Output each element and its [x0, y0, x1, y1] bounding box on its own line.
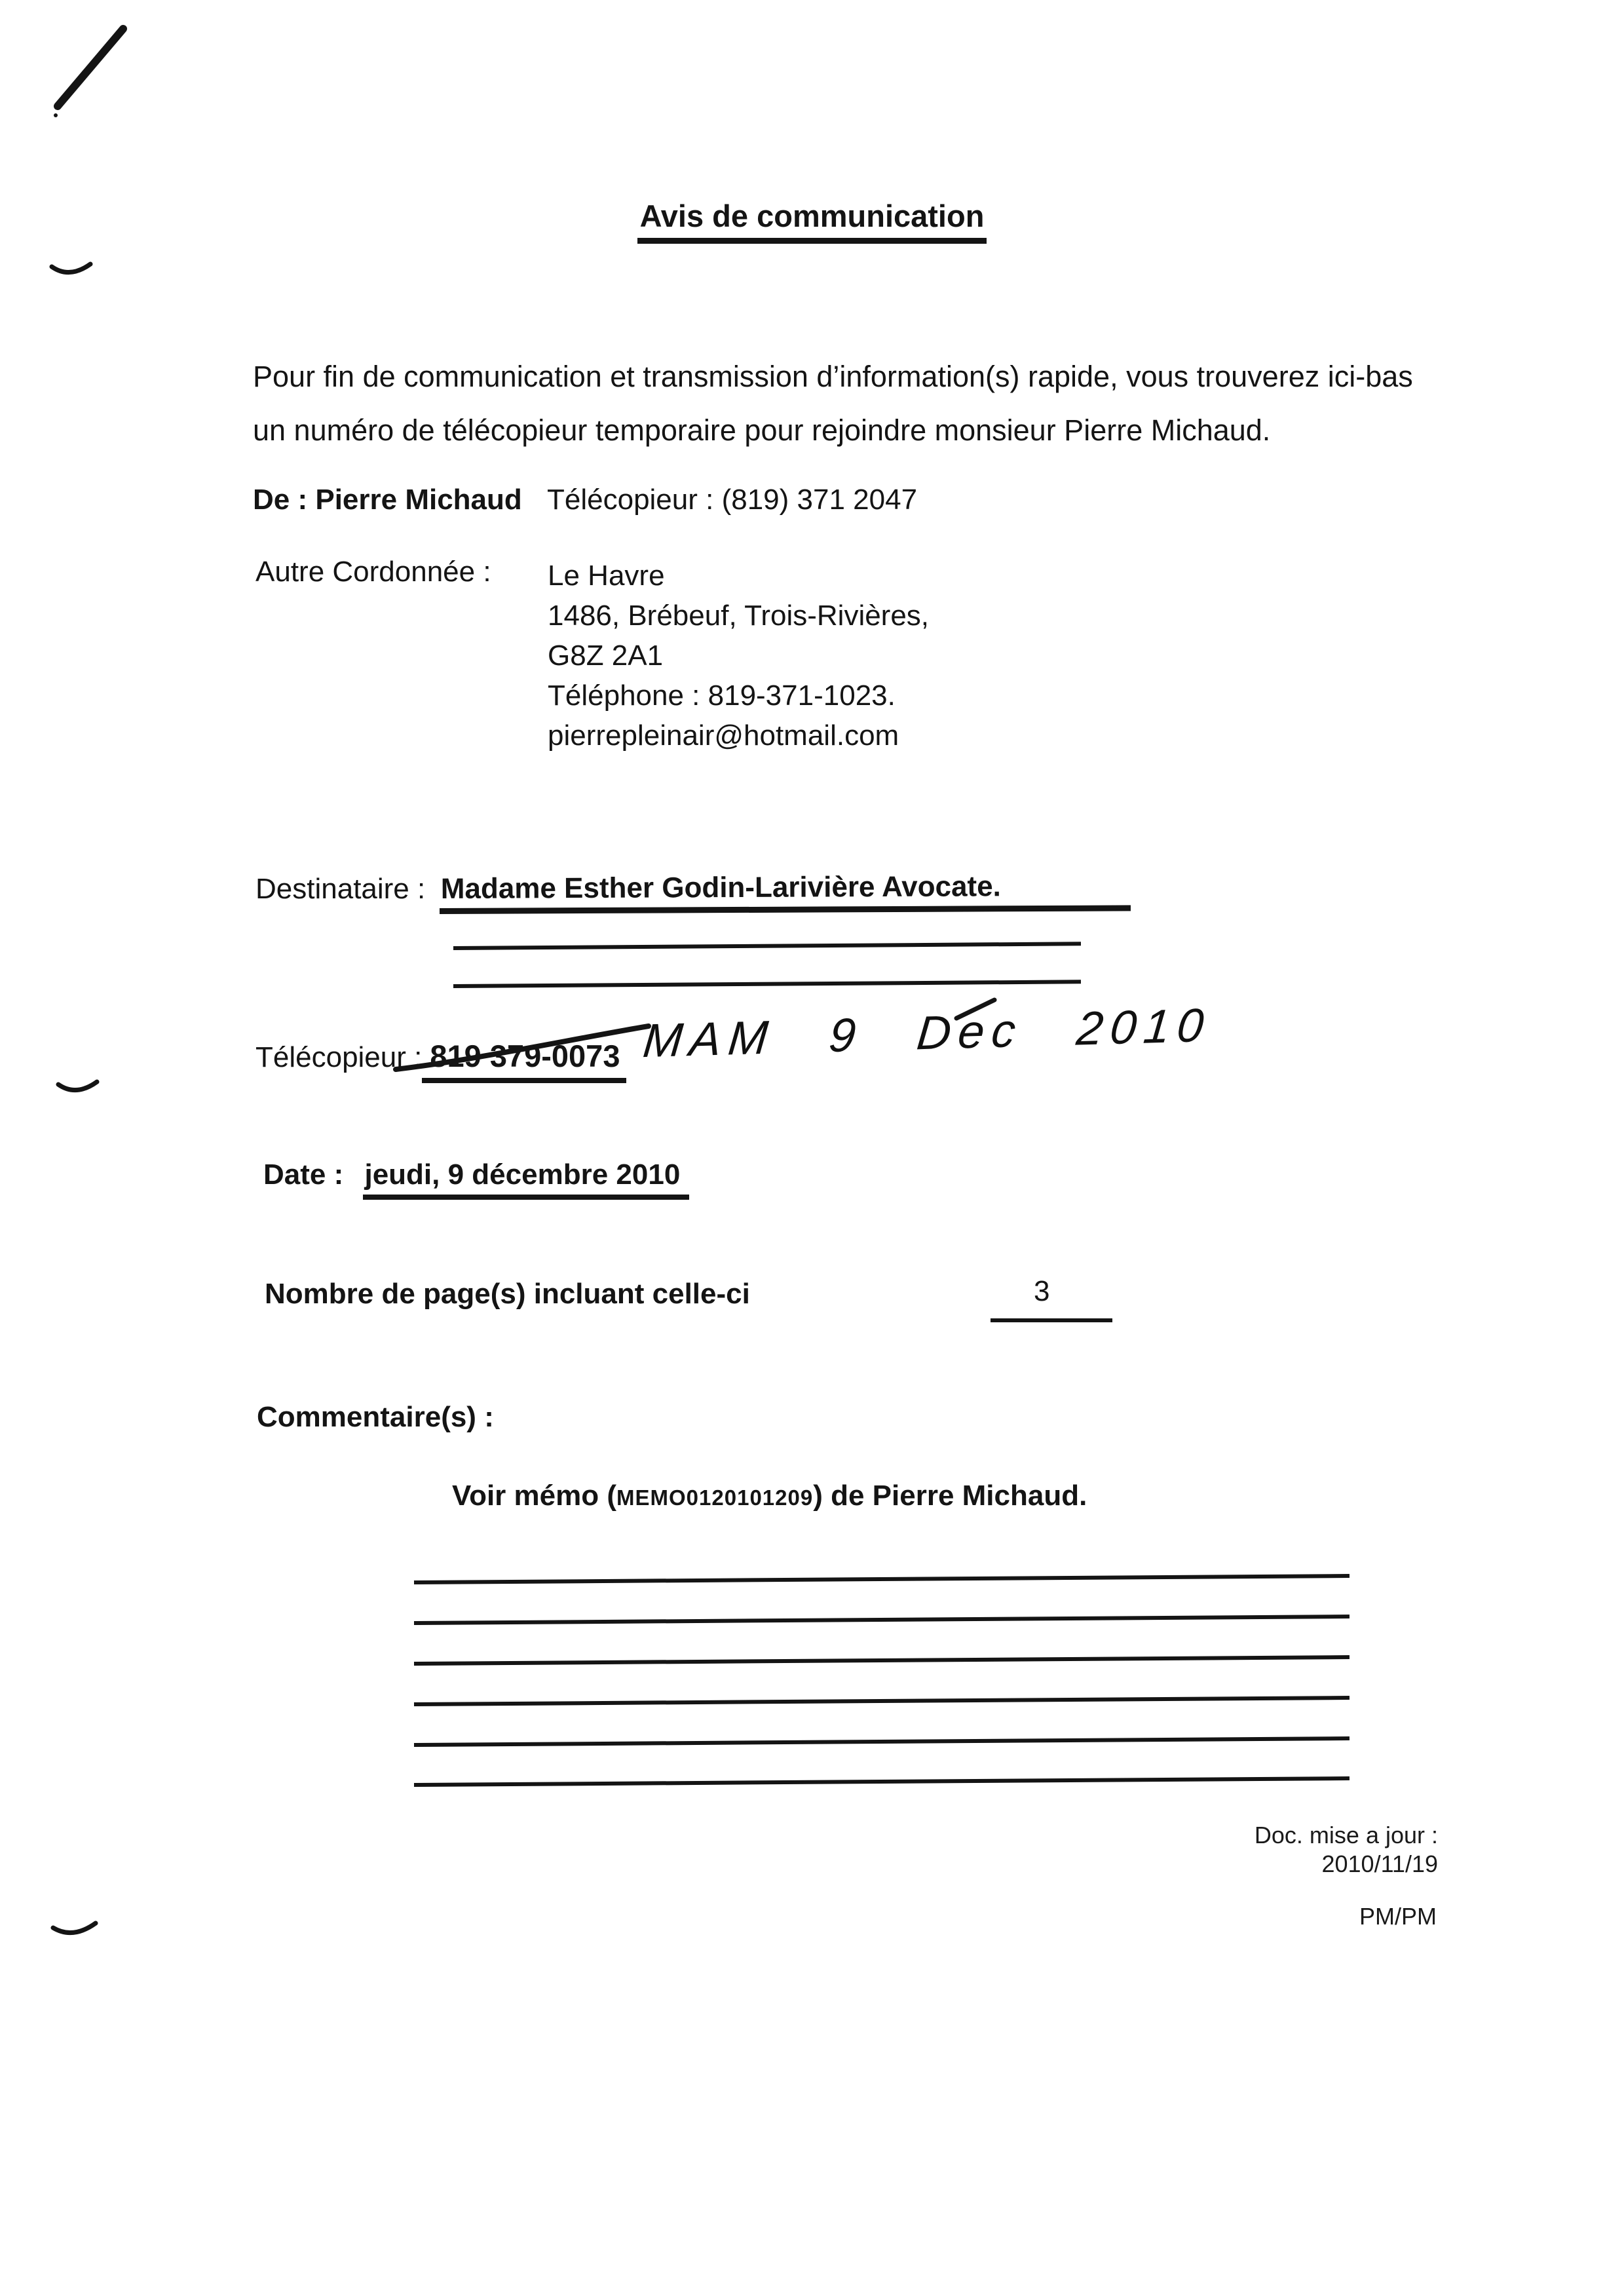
- fax-number-strike-mark: [388, 1020, 656, 1079]
- intro-paragraph: Pour fin de communication et transmission d’information(s) rapide, vous trouverez ici-bas un numéro de télécopieur temporaire pour rejoindre monsieur Pierre Michaud.: [253, 360, 1413, 447]
- fax-label: Télécopieur :: [255, 1041, 423, 1073]
- page-title-row: [0, 198, 1624, 244]
- address-line: G8Z 2A1: [548, 640, 664, 672]
- date-value: jeudi, 9 décembre 2010: [363, 1158, 689, 1200]
- page-title: Avis de communication: [637, 198, 987, 244]
- recipient-label: Destinataire :: [255, 873, 426, 905]
- comment-blank-line: [414, 1574, 1350, 1584]
- handwritten-check-mark: [51, 1920, 98, 1942]
- page-count-value: 3: [1034, 1275, 1050, 1307]
- address-line: Le Havre: [548, 560, 665, 592]
- recipient-name: Madame Esther Godin-Larivière Avocate.: [440, 870, 1131, 914]
- comment-blank-line: [414, 1655, 1350, 1666]
- page-count-underline: [991, 1318, 1112, 1322]
- address-line: Téléphone : 819-371-1023.: [548, 679, 896, 712]
- address-line: pierrepleinair@hotmail.com: [548, 719, 899, 752]
- footer-updated-label: Doc. mise a jour :: [1254, 1822, 1438, 1848]
- memo-line: [452, 1480, 1087, 1512]
- memo-reference: MEMO0120101209: [616, 1485, 814, 1510]
- address-line: 1486, Brébeuf, Trois-Rivières,: [548, 600, 930, 632]
- footer-initials: PM/PM: [1359, 1903, 1437, 1930]
- fax-number-crossed-out: 819 379-0073: [422, 1038, 626, 1083]
- recipient-blank-line: [453, 980, 1081, 988]
- comments-label: Commentaire(s) :: [257, 1401, 494, 1433]
- comment-blank-line: [414, 1736, 1350, 1747]
- handwritten-slash-mark: [46, 20, 138, 118]
- memo-prefix: Voir mémo (: [452, 1480, 617, 1512]
- sender-from-label: De : Pierre Michaud: [253, 484, 522, 516]
- other-contact-address: [548, 556, 929, 756]
- date-label: Date :: [263, 1158, 344, 1191]
- recipient-blank-line: [453, 942, 1081, 950]
- sender-fax-label: Télécopieur : (819) 371 2047: [547, 484, 918, 516]
- recipient-line: [255, 870, 1131, 914]
- comment-blank-line: [414, 1696, 1350, 1706]
- page-count-label: Nombre de page(s) incluant celle-ci: [265, 1278, 750, 1310]
- handwritten-check-mark: [50, 261, 93, 282]
- memo-suffix: ) de Pierre Michaud.: [813, 1480, 1087, 1512]
- comment-blank-line: [414, 1615, 1350, 1625]
- comment-blank-line: [414, 1776, 1350, 1787]
- footer-updated-date: 2010/11/19: [1321, 1850, 1438, 1877]
- handwritten-date-note: MAM 9 Dec 2010: [641, 999, 1213, 1068]
- date-line: [263, 1158, 689, 1200]
- handwritten-check-mark: [56, 1079, 100, 1100]
- other-contact-label: Autre Cordonnée :: [255, 556, 491, 588]
